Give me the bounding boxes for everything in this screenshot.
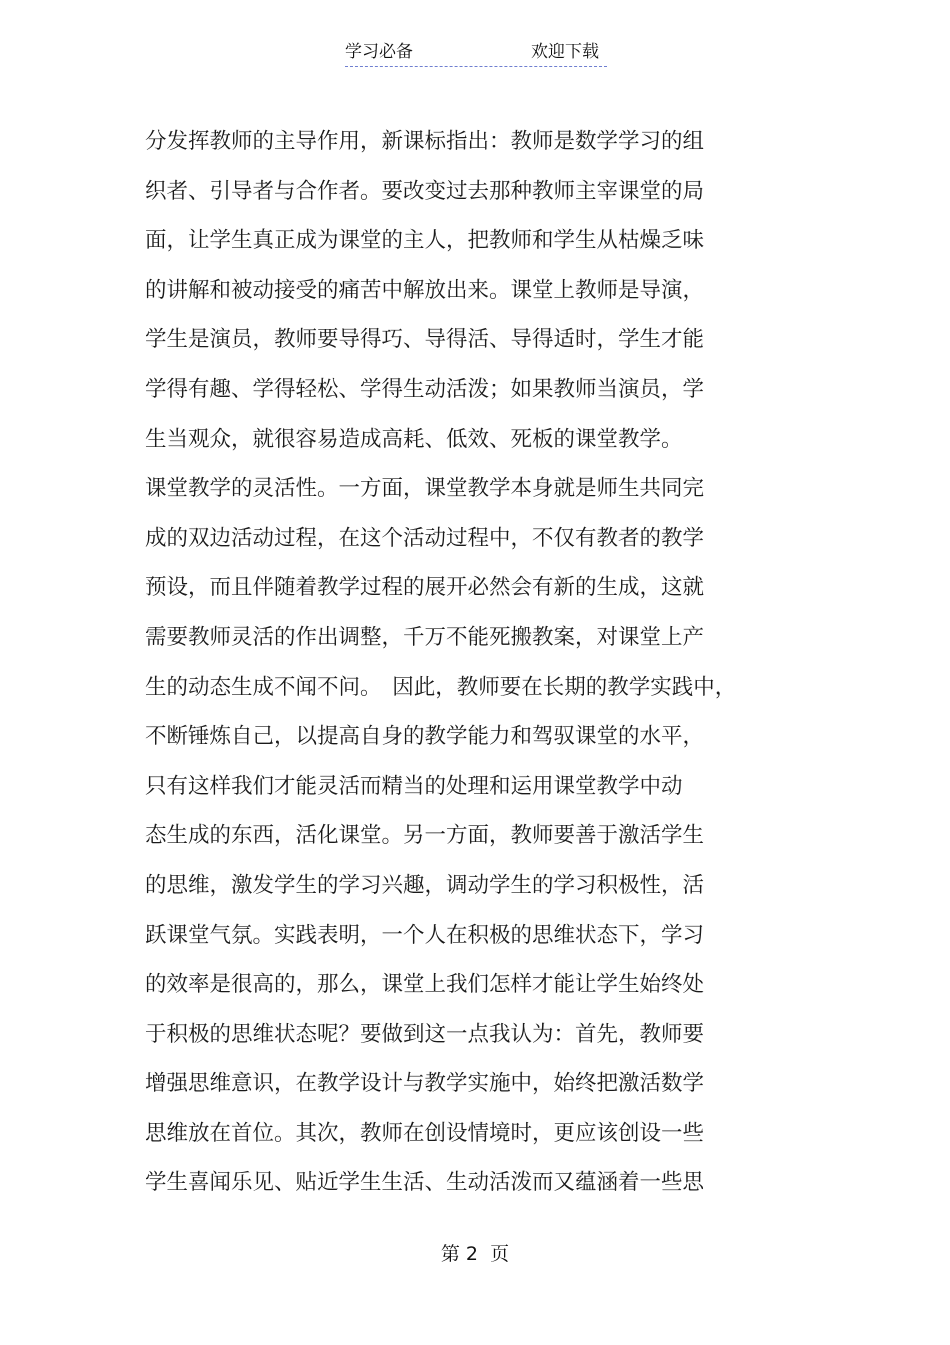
body-text (145, 122, 785, 1213)
text-line: 生当观众，就很容易造成高耗、低效、死板的课堂教学。 (145, 426, 683, 452)
header-right-text: 欢迎下载 (531, 42, 599, 62)
text-line: 课堂教学的灵活性。一方面，课堂教学本身就是师生共同完 (145, 476, 705, 502)
text-line: 生的动态生成不闻不问。 因此，教师要在长期的教学实践中， (145, 674, 737, 700)
header-left-text: 学习必备 (345, 42, 413, 62)
text-line: 于积极的思维状态呢？要做到这一点我认为：首先，教师要 (145, 1021, 705, 1047)
text-line: 只有这样我们才能灵活而精当的处理和运用课堂教学中动 (145, 773, 683, 799)
text-line: 织者、引导者与合作者。要改变过去那种教师主宰课堂的局 (145, 178, 705, 204)
text-line: 成的双边活动过程，在这个活动过程中，不仅有教者的教学 (145, 525, 705, 551)
text-line: 跃课堂气氛。实践表明，一个人在积极的思维状态下，学习 (145, 922, 705, 948)
text-line: 学得有趣、学得轻松、学得生动活泼；如果教师当演员，学 (145, 376, 705, 402)
text-line: 预设，而且伴随着教学过程的展开必然会有新的生成，这就 (145, 575, 705, 601)
text-line: 不断锤炼自己，以提高自身的教学能力和驾驭课堂的水平， (145, 724, 705, 750)
text-line: 的讲解和被动接受的痛苦中解放出来。课堂上教师是导演， (145, 277, 705, 303)
text-line: 的效率是很高的，那么，课堂上我们怎样才能让学生始终处 (145, 972, 705, 998)
text-line: 的思维，激发学生的学习兴趣，调动学生的学习积极性，活 (145, 872, 705, 898)
text-line: 学生是演员，教师要导得巧、导得活、导得适时，学生才能 (145, 327, 705, 353)
text-line: 学生喜闻乐见、贴近学生生活、生动活泼而又蕴涵着一些思 (145, 1170, 705, 1196)
text-line: 态生成的东西，活化课堂。另一方面，教师要善于激活学生 (145, 823, 705, 849)
page-number: 第 2 页 (440, 1243, 510, 1265)
text-line: 思维放在首位。其次，教师在创设情境时，更应该创设一些 (145, 1120, 705, 1146)
text-line: 需要教师灵活的作出调整，千万不能死搬教案，对课堂上产 (145, 624, 705, 650)
page-header (345, 40, 607, 67)
text-line: 面，让学生真正成为课堂的主人，把教师和学生从枯燥乏味 (145, 228, 705, 254)
text-line: 增强思维意识，在教学设计与教学实施中，始终把激活数学 (145, 1071, 705, 1097)
text-line: 分发挥教师的主导作用，新课标指出：教师是数学学习的组 (145, 129, 705, 154)
